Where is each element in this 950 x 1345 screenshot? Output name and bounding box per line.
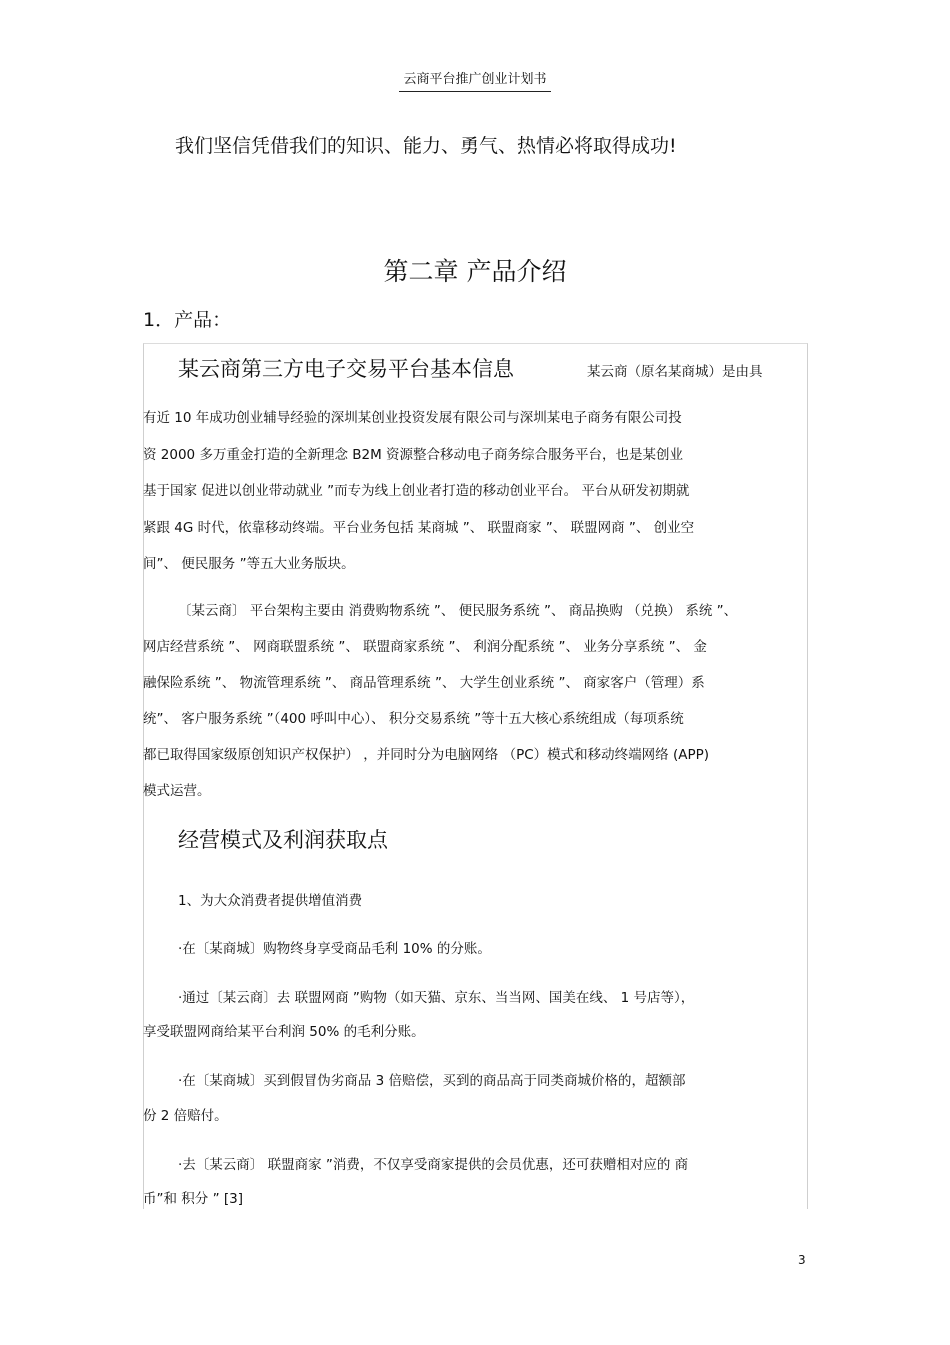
- bullet-b-line-2: 享受联盟网商给某平台利润 50% 的毛利分账。: [143, 1024, 425, 1040]
- section-heading: 1．产品：: [143, 309, 232, 331]
- intro-line-5: 紧跟 4G 时代，依靠移动终端。平台业务包括 某商城 ”、 联盟商家 ”、 联盟网商 ”、 创业空: [143, 520, 695, 536]
- intro-line-2: 有近 10 年成功创业辅导经验的深圳某创业投资发展有限公司与深圳某电子商务有限公司投: [143, 410, 682, 426]
- arch-line-6: 模式运营。: [143, 783, 211, 799]
- arch-line-1: 〔某云商〕 平台架构主要由 消费购物系统 ”、 便民服务系统 ”、 商品换购 （兑换） 系统 ”、: [178, 603, 738, 619]
- bullet-d-line-2: 币”和 积分 ” [3]: [143, 1191, 243, 1207]
- point-1-title: 1、为大众消费者提供增值消费: [178, 893, 363, 909]
- chapter-title: 第二章 产品介绍: [383, 257, 567, 286]
- running-header-title: 云商平台推广创业计划书: [399, 68, 550, 92]
- arch-line-3: 融保险系统 ”、 物流管理系统 ”、 商品管理系统 ”、 大学生创业系统 ”、 商家客户（管理）系: [143, 675, 705, 691]
- box-heading-basic-info: 某云商第三方电子交易平台基本信息: [178, 357, 514, 381]
- intro-line-3: 资 2000 多万重金打造的全新理念 B2M 资源整合移动电子商务综合服务平台，也是某创业: [143, 447, 684, 463]
- bullet-c-line-1: ·在〔某商城〕买到假冒伪劣商品 3 倍赔偿，买到的商品高于同类商城价格的，超额部: [178, 1073, 686, 1089]
- bullet-c-line-2: 份 2 倍赔付。: [143, 1108, 228, 1124]
- intro-line-1: 某云商（原名某商城）是由具: [587, 364, 763, 380]
- bullet-b-line-1: ·通过〔某云商〕去 联盟网商 ”购物（如天猫、京东、当当网、国美在线、 1 号店等），: [178, 990, 695, 1006]
- page-number: 3: [798, 1253, 806, 1267]
- box-heading-business-model: 经营模式及利润获取点: [178, 828, 388, 852]
- running-header: [0, 68, 950, 92]
- intro-line-4: 基于国家 促进以创业带动就业 ”而专为线上创业者打造的移动创业平台。 平台从研发初期就: [143, 483, 690, 499]
- arch-line-4: 统”、 客户服务系统 ”（400 呼叫中心）、 积分交易系统 ”等十五大核心系统组成（每项系统: [143, 711, 684, 727]
- arch-line-2: 网店经营系统 ”、 网商联盟系统 ”、 联盟商家系统 ”、 利润分配系统 ”、 业务分享系统 ”、 金: [143, 639, 707, 655]
- bullet-a: ·在〔某商城〕购物终身享受商品毛利 10% 的分账。: [178, 941, 491, 957]
- bullet-d-line-1: ·去〔某云商〕 联盟商家 ”消费，不仅享受商家提供的会员优惠，还可获赠相对应的 商: [178, 1157, 689, 1173]
- arch-line-5: 都已取得国家级原创知识产权保护） ，并同时分为电脑网络 （PC）模式和移动终端网络 (APP): [143, 747, 709, 763]
- motto-line: 我们坚信凭借我们的知识、能力、勇气、热情必将取得成功!: [175, 135, 677, 157]
- intro-line-6: 间”、 便民服务 ”等五大业务版块。: [143, 556, 355, 572]
